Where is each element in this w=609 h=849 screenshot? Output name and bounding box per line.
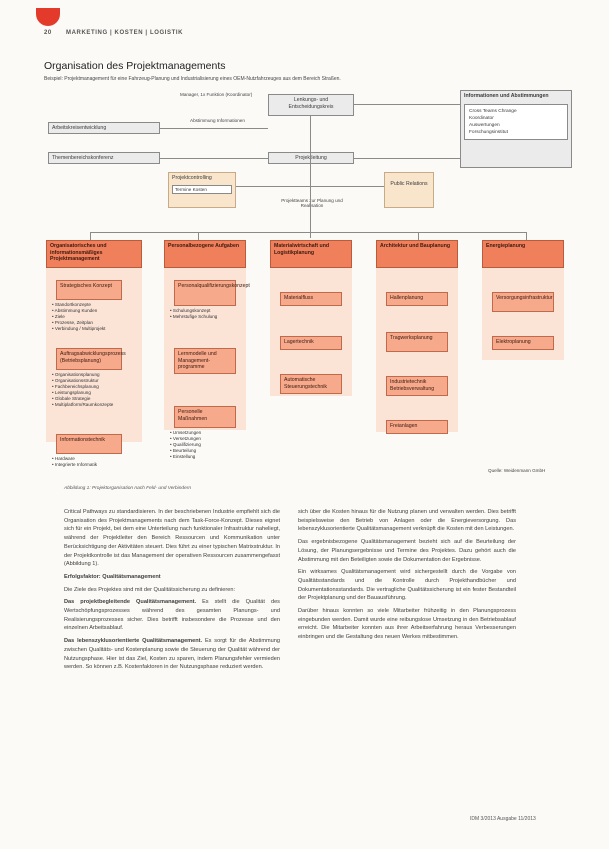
bullet: • Abstimmung Kunden [52, 308, 142, 314]
bullet: • Umsetzungen [170, 430, 246, 436]
article-title: Organisation des Projektmanagements [44, 60, 226, 72]
controlling-label: Projektcontrolling [172, 175, 212, 181]
h-line-top [160, 128, 268, 129]
paragraph: Darüber hinaus konnten so viele Mitarbeiter frühzeitig in den Planungsprozess eingebunden werden. Damit wurde eine reibungslose Umsetzung in den Betriebsablauf erreicht. Die Mitarbeiter konnten aus ihrer Arbeitserfahrung heraus Verbesserungen einbringen und die Gestaltung des neuen Werkes mitbestimmen. [298, 608, 516, 641]
group-box: Industrietechnik Betriebsverwaltung [386, 376, 448, 396]
bullet-list [170, 308, 246, 320]
paragraph [64, 637, 280, 672]
bullet-list [52, 302, 142, 332]
controlling-sub: Termine Kosten [172, 185, 232, 195]
section-heading: Erfolgsfaktor: Qualitätsmanagement [64, 573, 161, 580]
paragraph: Das ergebnisbezogene Qualitätsmanagement bezieht sich auf die Beurteilung der Lösung, der Planungsergebnisse und Termine des Projektes. Dazu gehört auch die Abstimmung mit den Beteiligten sowie die Dokumentation der Ergebnisse. [298, 539, 516, 563]
h-line-info2 [354, 158, 460, 159]
group-box: Automatische Steuerungstechnik [280, 374, 342, 394]
h-line-themen [160, 158, 268, 159]
bullet: • Versetzungen [170, 436, 246, 442]
projektcontrolling-box [168, 172, 236, 208]
v-col-1 [90, 232, 91, 240]
group-box: Personelle Maßnahmen [174, 406, 236, 428]
column-header: Organisatorisches und informationsmäßiges Projektmanagement [46, 240, 142, 268]
bullet: • Schulungskonzept [170, 308, 246, 314]
group-box: Versorgungsinfrastruktur [492, 292, 554, 312]
v-line-main [310, 116, 311, 238]
body-column-left [64, 508, 280, 676]
info-item: Auswertungen [469, 122, 500, 128]
h-line-info [354, 104, 460, 105]
v-col-5 [526, 232, 527, 240]
column-bg [164, 240, 246, 430]
bullet-list [52, 456, 142, 468]
info-panel [460, 90, 572, 168]
bullet: • Organisationsplanung [52, 372, 142, 378]
column-header: Personalbezogene Aufgaben [164, 240, 246, 268]
bullet: • Leistungsplanung [52, 390, 142, 396]
bullet: • Standortkonzepte [52, 302, 142, 308]
group-box: Auftragsabwicklungsprozess (Betriebsplanung) [56, 348, 122, 370]
info-item: Koordinator [469, 115, 494, 121]
h-line-cols [90, 232, 526, 233]
paragraph-text: Es sorgt für die Abstimmung zwischen Qualitäts- und Kostenplanung sowie die Steuerung der Qualität während der Nutzungsphase. Hier ist das Ziel, Kosten zu sparen, indem Planungsfehler vermieden werden. So können z.B. Kostenfaktoren in der Nutzungsphase reduziert werden. [64, 638, 280, 671]
keyword: Das lebenszyklusorientierte Qualitätsmanagement. [64, 638, 203, 645]
figure-caption: Abbildung 1: Projektorganisation nach Feld- und Verbindern [64, 486, 192, 491]
group-box: Lernmodelle und Management-programme [174, 348, 236, 374]
public-relations-box: Public Relations [384, 172, 434, 208]
info-item: Forschungsinstitut [469, 130, 508, 136]
info-title: Informationen und Abstimmungen [464, 93, 549, 99]
group-box: Informationstechnik [56, 434, 122, 454]
column-header: Architektur und Bauplanung [376, 240, 458, 268]
projektleitung-box: Projektleitung [268, 152, 354, 164]
bullet: • Hardware [52, 456, 142, 462]
article-subtitle: Beispiel: Projektmanagement für eine Fahrzeug-Planung und Industrialisierung eines OEM-Nutzfahrzeuges aus dem Bereich Straßen. [44, 76, 341, 82]
v-col-4 [418, 232, 419, 240]
column-bg [46, 240, 142, 442]
bullet: • Globale Strategie [52, 396, 142, 402]
group-box: Elektroplanung [492, 336, 554, 350]
group-box: Hallenplanung [386, 292, 448, 306]
footer-issue: IDM 3/2013 Ausgabe 11/2013 [470, 816, 536, 822]
column-header: Energieplanung [482, 240, 564, 268]
paragraph: Die Ziele des Projektes sind mit der Qualitätssicherung zu definieren: [64, 586, 236, 593]
center-note: Projektteams zur Planung und Realisation [281, 198, 343, 208]
bullet: • Prozesse, Zeitplan [52, 320, 142, 326]
bullet: • Verbindung / Multiprojekt [52, 326, 142, 332]
bullet: • Einstellung [170, 454, 246, 460]
red-logo-mark [36, 8, 60, 26]
body-column-right [298, 508, 516, 646]
bullet: • Beurteilung [170, 448, 246, 454]
paragraph: Ein wirksames Qualitätsmanagement wird sichergestellt durch die Vorgabe von Qualitätsstandards und die Kontrolle durch Projekthandbücher und Dokumentationsstandards. Die vertragliche Qualitätssicherung ist ein fester Bestandteil der Projektplanung und der Bauausführung. [298, 569, 516, 602]
paragraph-text: Es stellt die Qualität des Wertschöpfungsprozesses während des gesamten Planungs- und Realisierungsprozesses sicher. Dies betrifft insbesondere die Prozesse und den einzelnen Arbeitsablauf. [64, 599, 280, 632]
paragraph: sich über die Kosten hinaus für die Nutzung planen und verwalten werden. Dies betrifft beispielsweise den Betrieb von Anlagen oder die Energieversorgung. Das lebenszyklusorientierte Qualitätsmanagement verknüpft die Kosten mit den Leistungen. [298, 509, 516, 533]
keyword: Das projektbegleitende Qualitätsmanagement. [64, 599, 197, 606]
info-item: Cross Teams Chrange [469, 108, 517, 114]
info-list [464, 104, 568, 141]
group-box: Strategisches Konzept [56, 280, 122, 300]
column-header: Materialwirtschaft und Logistikplanung [270, 240, 352, 268]
paragraph [64, 598, 280, 633]
group-box: Personalqualifizierungskonzept [174, 280, 236, 306]
group-box: Materialfluss [280, 292, 342, 306]
source-note: Quelle: Weidenmann GmbH [488, 468, 546, 473]
bullet: • Organisationsstruktur [52, 378, 142, 384]
bullet: • Mehrstufige Schulung [170, 314, 246, 320]
h-line-beige [236, 186, 384, 187]
lenkungskreis-box: Lenkungs- und Entscheidungskreis [268, 94, 354, 116]
abstimmung-note: Abstimmung Informationen [190, 118, 245, 123]
bullet: • Multiplatform/Raumkonzepte [52, 402, 142, 408]
group-box: Freianlagen [386, 420, 448, 434]
section-header: MARKETING | KOSTEN | LOGISTIK [66, 30, 184, 36]
group-box: Tragwerksplanung [386, 332, 448, 352]
paragraph: Critical Pathways zu standardisieren. In der beschriebenen Industrie empfiehlt sich die Organisation des Projektmanagements nach dem Task-Force-Konzept. Dieses eignet sich für ein Projekt, bei dem eine Unterteilung nach funktionaler Infrastruktur naheliegt, während der Projektleiter den Bereich Ressourcen und Kommunikation unter Berücksichtigung der Aktivitäten steuert. Dies führt zu einer typischen Matrixstruktur. In der Projektkontrolle ist das Management der operativen Ressourcen zusammengefasst (Abbildung 1). [64, 509, 280, 568]
org-diagram [40, 86, 570, 478]
arbeitskreis-box: Arbeitskreisentwicklung [48, 122, 160, 134]
page-number: 20 [44, 30, 52, 36]
v-col-2 [198, 232, 199, 240]
bullet-list [170, 430, 246, 460]
bullet: • Qualifizierung [170, 442, 246, 448]
bullet: • Integrierte Informatik [52, 462, 142, 468]
bullet: • Ziele [52, 314, 142, 320]
bullet: • Fachbereichsplanung [52, 384, 142, 390]
bullet-list [52, 372, 142, 408]
themenbereich-box: Themenbereichskonferenz [48, 152, 160, 164]
group-box: Lagertechnik [280, 336, 342, 350]
top-note: Manager, 1x Funktion (Koordinator) [180, 92, 253, 97]
